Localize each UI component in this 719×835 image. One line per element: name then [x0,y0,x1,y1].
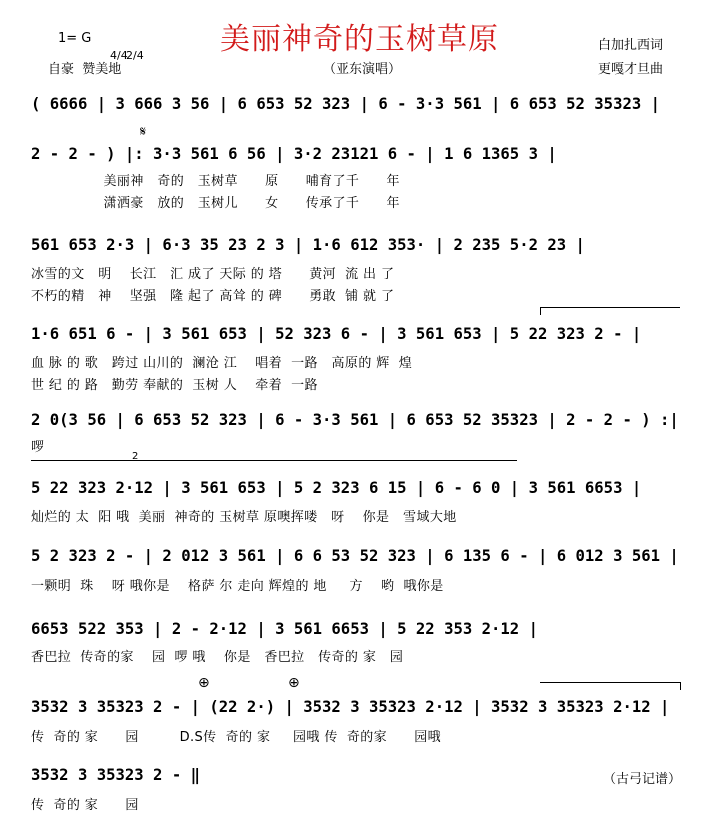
notation-line-5: 2 0(3 56 | 6 653 52 323 | 6 - 3·3 561 | 6 653 52 35323 | 2 - 2 - ) :| [31,411,679,429]
volta-bracket [31,460,517,461]
segno-icon: 𝄋 [140,124,147,140]
lyric-line-8: 香巴拉 传奇的家 园 啰 哦 你是 香巴拉 传奇的 家 园 [31,650,404,665]
tempo-marking: 自豪 赞美地 [48,62,122,77]
lyric-line-3-verse-1: 冰雪的文 明 长江 汇 成了 天际 的 塔 黄河 流 出 了 [31,267,395,282]
lyric-line-4-verse-1: 血 脉 的 歌 跨过 山川的 澜沧 江 唱着 一路 高原的 辉 煌 [31,356,413,371]
lyricist: 白加扎西词 [598,38,664,53]
notation-line-9: 3532 3 35323 2 - | (22 2·) | 3532 3 35323 2·12 | 3532 3 35323 2·12 | [31,698,670,716]
key-signature: 1= G [58,31,92,46]
lyric-line-3-verse-2: 不朽的精 神 坚强 隆 起了 高耸 的 碑 勇敢 铺 就 了 [31,289,395,304]
notation-line-4: 1·6 651 6 - | 3 561 653 | 52 323 6 - | 3 561 653 | 5 22 323 2 - | [31,325,642,343]
volta-bracket-end [540,682,680,683]
time-signature-2: 2/4 [126,49,144,62]
notation-line-8: 6653 522 353 | 2 - 2·12 | 3 561 6653 | 5 22 353 2·12 | [31,620,538,638]
lyric-line-2-verse-2: 潇洒豪 放的 玉树儿 女 传承了千 年 [31,196,400,211]
lyric-line-10: 传 奇的 家 园 [31,798,139,813]
lyric-line-5: 啰 [31,440,45,455]
time-signature-alt [126,28,144,72]
notation-line-7: 5 2 323 2 - | 2 012 3 561 | 6 6 53 52 323 | 6 135 6 - | 6 012 3 561 | [31,547,679,565]
coda-icon: ⊕ [198,675,210,691]
composer: 更嘎才旦曲 [598,62,664,77]
time-signature-1: 4/4 [110,49,128,62]
volta-bracket-end-hook [680,682,681,690]
lyric-line-6: 灿烂的 太 阳 哦 美丽 神奇的 玉树草 原噢挥喽 呀 你是 雪域大地 [31,510,457,525]
song-title: 美丽神奇的玉树草原 [220,22,499,57]
coda-icon-2: ⊕ [288,675,300,691]
notation-line-10: 3532 3 35323 2 - ‖ [31,766,200,784]
lyric-line-9: 传 奇的 家 园 D.S传 奇的 家 园哦 传 奇的家 园哦 [31,730,442,745]
notation-line-3: 561 653 2·3 | 6·3 35 23 2 3 | 1·6 612 353· | 2 235 5·2 23 | [31,236,585,254]
lyric-line-7: 一颗明 珠 呀 哦你是 格萨 尔 走向 辉煌的 地 方 哟 哦你是 [31,579,444,594]
lyric-line-2-verse-1: 美丽神 奇的 玉树草 原 哺育了千 年 [31,174,400,189]
volta-bracket-1-hook [540,307,541,315]
volta-number: 2 [132,451,139,462]
notation-line-1: ( 6666 | 3 666 3 56 | 6 653 52 323 | 6 - 3·3 561 | 6 653 52 35323 | [31,95,661,113]
lyric-line-4-verse-2: 世 纪 的 路 勤劳 奉献的 玉树 人 牵着 一路 [31,378,318,393]
notation-line-6: 5 22 323 2·12 | 3 561 653 | 5 2 323 6 15 | 6 - 6 0 | 3 561 6653 | [31,479,642,497]
singer: （亚东演唱） [323,62,402,77]
transcriber-credit: （古弓记谱） [603,772,682,787]
notation-line-2: 2 - 2 - ) |: 3·3 561 6 56 | 3·2 23121 6 - | 1 6 1365 3 | [31,145,557,163]
volta-bracket-1 [540,307,680,308]
